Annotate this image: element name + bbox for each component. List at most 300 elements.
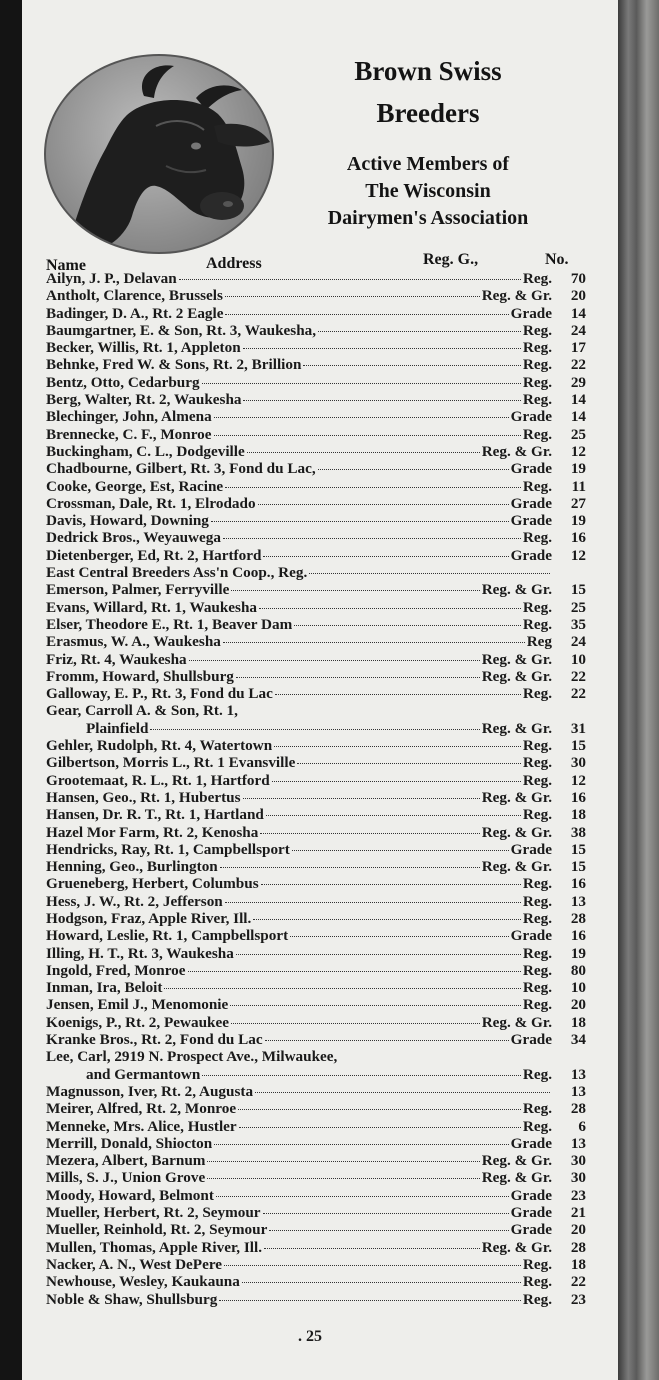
herd-count: 20 [570,1221,586,1239]
member-row [46,979,586,996]
registration-status: Grade [510,1221,552,1239]
herd-count: 15 [570,581,586,599]
member-name-address: Badinger, D. A., Rt. 2 Eagle [46,304,224,322]
member-row [46,1221,586,1238]
member-row [46,754,586,771]
member-name-address: Buckingham, C. L., Dodgeville [46,442,245,460]
registration-status: Reg. [522,875,552,893]
registration-status: Reg. & Gr. [481,442,552,460]
dot-leader [318,468,509,470]
herd-count: 15 [570,858,586,876]
registration-status: Reg. [522,356,552,374]
dot-leader [239,1126,521,1128]
herd-count: 22 [570,685,586,703]
registration-status: Reg. [522,1273,552,1291]
registration-status: Reg. [522,339,552,357]
member-name-address: Hodgson, Fraz, Apple River, Ill. [46,909,252,927]
herd-count: 20 [570,996,586,1014]
member-row [46,1273,586,1290]
member-row [46,564,586,581]
herd-count: 28 [570,909,586,927]
dot-leader [225,313,508,315]
member-name-address: Behnke, Fred W. & Sons, Rt. 2, Brillion [46,356,302,374]
herd-count: 14 [570,391,586,409]
member-row [46,1256,586,1273]
member-row [46,772,586,789]
member-row [46,962,586,979]
member-name-address: Galloway, E. P., Rt. 3, Fond du Lac [46,685,273,703]
dot-leader [223,641,525,643]
member-row [46,1048,586,1065]
dot-leader [318,330,521,332]
registration-status: Reg. [522,944,552,962]
dot-leader [225,295,480,297]
member-name-address: Moody, Howard, Belmont [46,1186,214,1204]
dot-leader [297,762,521,764]
member-name-address: Plainfield [86,719,149,737]
member-row [46,339,586,356]
member-row [46,374,586,391]
member-row [46,512,586,529]
herd-count: 31 [570,719,586,737]
member-row [46,651,586,668]
registration-status: Reg. [522,737,552,755]
registration-status: Grade [510,546,552,564]
registration-status: Reg. [522,996,552,1014]
herd-count: 12 [570,442,586,460]
member-name-address: Crossman, Dale, Rt. 1, Elrodado [46,494,256,512]
member-name-address: Hansen, Dr. R. T., Rt. 1, Hartland [46,806,264,824]
dot-leader [247,451,480,453]
member-row [46,443,586,460]
registration-status: Grade [510,408,552,426]
registration-status: Reg. [522,321,552,339]
dot-leader [259,607,521,609]
registration-status: Reg. & Gr. [481,1238,552,1256]
herd-count: 13 [570,1134,586,1152]
member-row [46,1031,586,1048]
registration-status: Reg [526,633,552,651]
member-name-address: Chadbourne, Gilbert, Rt. 3, Fond du Lac, [46,460,316,478]
herd-count: 25 [570,598,586,616]
member-row [46,270,586,287]
herd-count: 13 [570,1065,586,1083]
member-row [46,1135,586,1152]
dot-leader [265,1039,509,1041]
member-row [46,1239,586,1256]
member-name-address: Gear, Carroll A. & Son, Rt. 1, [46,702,238,720]
dot-leader [202,1074,521,1076]
herd-count: 70 [570,270,586,287]
dot-leader [219,1299,521,1301]
registration-status: Grade [510,1204,552,1222]
herd-count: 15 [570,737,586,755]
dot-leader [292,849,509,851]
dot-leader [263,1212,509,1214]
dot-leader [230,1004,521,1006]
member-row [46,1169,586,1186]
registration-status: Reg. [522,1290,552,1308]
herd-count: 13 [570,892,586,910]
herd-count: 16 [570,927,586,945]
herd-count: 22 [570,356,586,374]
member-name-address: Inman, Ira, Beloit [46,979,163,997]
registration-status: Reg. & Gr. [481,287,552,305]
dot-leader [214,1143,508,1145]
registration-status: Reg. [522,270,552,287]
dot-leader [255,1091,550,1093]
registration-status: Reg. [522,598,552,616]
registration-status: Grade [510,460,552,478]
title-line-2: Breeders [376,98,480,128]
dot-leader [243,797,480,799]
registration-status: Grade [510,840,552,858]
member-row [46,1118,586,1135]
registration-status: Reg. [522,754,552,772]
herd-count: 80 [570,961,586,979]
member-row [46,1152,586,1169]
member-name-address: Gilbertson, Morris L., Rt. 1 Evansville [46,754,296,772]
member-row [46,460,586,477]
member-row [46,495,586,512]
book-binding-edge [618,0,659,1380]
member-name-address: Fromm, Howard, Shullsburg [46,667,234,685]
dot-leader [179,278,521,280]
dot-leader [220,866,480,868]
cow-head-illustration [44,54,274,254]
dot-leader [207,1160,479,1162]
herd-count: 19 [570,512,586,530]
herd-count: 14 [570,304,586,322]
member-name-address: Nacker, A. N., West DePere [46,1255,223,1273]
member-name-address: Henning, Geo., Burlington [46,858,218,876]
dot-leader [258,503,509,505]
dot-leader [211,520,509,522]
member-row [46,910,586,927]
member-name-address: Merrill, Donald, Shiocton [46,1134,213,1152]
member-name-address: and Germantown [86,1065,201,1083]
member-name-address: Magnusson, Iver, Rt. 2, Augusta [46,1082,254,1100]
registration-status: Grade [510,304,552,322]
dot-leader [223,537,521,539]
herd-count: 12 [570,771,586,789]
registration-status: Reg. [522,979,552,997]
dot-leader [231,589,479,591]
member-row [46,1083,586,1100]
herd-count: 18 [570,806,586,824]
herd-count: 16 [570,529,586,547]
dot-leader [150,728,479,730]
herd-count: 15 [570,840,586,858]
herd-count: 27 [570,494,586,512]
dot-leader [243,347,521,349]
registration-status: Reg. & Gr. [481,650,552,668]
member-name-address: Emerson, Palmer, Ferryville [46,581,230,599]
registration-status: Reg. & Gr. [481,858,552,876]
member-name-address: Mueller, Reinhold, Rt. 2, Seymour [46,1221,268,1239]
registration-status: Reg. & Gr. [481,581,552,599]
member-name-address: Mezera, Albert, Barnum [46,1152,206,1170]
registration-status: Reg. [522,909,552,927]
member-name-address: Lee, Carl, 2919 N. Prospect Ave., Milwaukee, [46,1048,338,1066]
dot-leader [266,814,521,816]
registration-status: Reg. [522,391,552,409]
registration-status: Grade [510,1031,552,1049]
member-name-address: Dedrick Bros., Weyauwega [46,529,221,547]
registration-status: Grade [510,1134,552,1152]
dot-leader [189,659,480,661]
subtitle-line-2: The Wisconsin [365,180,491,202]
member-row [46,945,586,962]
herd-count: 16 [570,875,586,893]
dot-leader [202,382,521,384]
herd-count: 25 [570,425,586,443]
member-name-address: Mueller, Herbert, Rt. 2, Seymour [46,1204,261,1222]
member-name-address: Becker, Willis, Rt. 1, Appleton [46,339,241,357]
member-name-address: Elser, Theodore E., Rt. 1, Beaver Dam [46,615,293,633]
dot-leader [225,901,521,903]
dot-leader [309,572,550,574]
member-name-address: Mullen, Thomas, Apple River, Ill. [46,1238,263,1256]
herd-count: 10 [570,650,586,668]
member-row [46,322,586,339]
registration-status: Reg. [522,1065,552,1083]
member-row [46,1014,586,1031]
dot-leader [264,1247,480,1249]
member-name-address: Hansen, Geo., Rt. 1, Hubertus [46,788,241,806]
cow-head-icon [46,56,272,252]
member-name-address: Howard, Leslie, Rt. 1, Campbellsport [46,927,289,945]
member-row [46,581,586,598]
herd-count: 14 [570,408,586,426]
dot-leader [240,711,550,712]
registration-status: Reg. & Gr. [481,719,552,737]
dot-leader [339,1057,550,1058]
dot-leader [214,434,521,436]
column-header-address: Address [206,255,262,272]
registration-status: Reg. [522,771,552,789]
member-name-address: Illing, H. T., Rt. 3, Waukesha [46,944,234,962]
registration-status: Reg. [522,685,552,703]
herd-count: 17 [570,339,586,357]
member-name-address: Hendricks, Ray, Rt. 1, Campbellsport [46,840,290,858]
registration-status: Reg. & Gr. [481,823,552,841]
registration-status: Reg. & Gr. [481,788,552,806]
dot-leader [243,399,520,401]
registration-status: Reg. [522,1255,552,1273]
member-row [46,1187,586,1204]
member-name-address: Baumgartner, E. & Son, Rt. 3, Waukesha, [46,321,317,339]
registration-status: Grade [510,494,552,512]
member-row [46,305,586,322]
dot-leader [261,883,521,885]
member-name-address: Evans, Willard, Rt. 1, Waukesha [46,598,257,616]
column-header-name: Name [46,257,86,274]
member-name-address: Dietenberger, Ed, Rt. 2, Hartford [46,546,262,564]
herd-count: 10 [570,979,586,997]
dot-leader [260,832,479,834]
member-roster [46,270,586,1308]
column-header-number: No. [545,251,569,268]
dot-leader [164,987,520,989]
dot-leader [275,693,521,695]
column-header-registration: Reg. G., [423,251,479,268]
herd-count: 30 [570,1152,586,1170]
registration-status: Reg. [522,806,552,824]
herd-count: 16 [570,788,586,806]
member-row [46,841,586,858]
dot-leader [263,555,508,557]
dot-leader [236,953,521,955]
member-name-address: Bentz, Otto, Cedarburg [46,373,200,391]
dot-leader [224,1264,521,1266]
member-row [46,356,586,373]
member-row [46,720,586,737]
dot-leader [207,1177,479,1179]
dot-leader [216,1195,509,1197]
registration-status: Grade [510,1186,552,1204]
member-name-address: Ingold, Fred, Monroe [46,961,186,979]
member-name-address: Hess, J. W., Rt. 2, Jefferson [46,892,223,910]
herd-count: 30 [570,754,586,772]
member-name-address: Gehler, Rudolph, Rt. 4, Watertown [46,737,273,755]
dot-leader [238,1108,521,1110]
registration-status: Reg. & Gr. [481,667,552,685]
member-name-address: Jensen, Emil J., Menomonie [46,996,229,1014]
member-name-address: Koenigs, P., Rt. 2, Pewaukee [46,1013,229,1031]
herd-count: 23 [570,1290,586,1308]
registration-status: Reg. [522,1117,552,1135]
member-name-address: Kranke Bros., Rt. 2, Fond du Lac [46,1031,263,1049]
herd-count: 22 [570,667,586,685]
member-row [46,737,586,754]
member-row [46,996,586,1013]
member-row [46,893,586,910]
herd-count: 24 [570,633,586,651]
dot-leader [225,486,521,488]
registration-status: Reg. & Gr. [481,1169,552,1187]
member-row [46,633,586,650]
herd-count: 19 [570,944,586,962]
member-row [46,806,586,823]
member-name-address: Berg, Walter, Rt. 2, Waukesha [46,391,242,409]
member-name-address: Mills, S. J., Union Grove [46,1169,206,1187]
registration-status: Reg. [522,615,552,633]
member-name-address: Davis, Howard, Downing [46,512,209,530]
herd-count: 19 [570,460,586,478]
member-name-address: Erasmus, W. A., Waukesha [46,633,221,651]
herd-count: 18 [570,1013,586,1031]
member-row [46,875,586,892]
member-name-address: Menneke, Mrs. Alice, Hustler [46,1117,237,1135]
member-row [46,858,586,875]
herd-count: 24 [570,321,586,339]
registration-status: Reg. & Gr. [481,1152,552,1170]
member-row [46,599,586,616]
member-name-address: Blechinger, John, Almena [46,408,212,426]
member-name-address: Newhouse, Wesley, Kaukauna [46,1273,240,1291]
herd-count: 22 [570,1273,586,1291]
registration-status: Grade [510,927,552,945]
herd-count: 34 [570,1031,586,1049]
member-row [46,1204,586,1221]
herd-count: 38 [570,823,586,841]
member-name-address: Noble & Shaw, Shullsburg [46,1290,218,1308]
herd-count: 21 [570,1204,586,1222]
herd-count: 30 [570,1169,586,1187]
member-row [46,789,586,806]
registration-status: Reg. [522,892,552,910]
member-row [46,927,586,944]
member-row [46,668,586,685]
herd-count: 18 [570,1255,586,1273]
title-line-1: Brown Swiss [354,56,502,86]
member-row [46,478,586,495]
member-name-address: Friz, Rt. 4, Waukesha [46,650,187,668]
member-row [46,547,586,564]
member-name-address: Meirer, Alfred, Rt. 2, Monroe [46,1100,237,1118]
registration-status: Reg. [522,529,552,547]
herd-count: 12 [570,546,586,564]
member-row [46,1100,586,1117]
dot-leader [272,780,521,782]
member-name-address: Grootemaat, R. L., Rt. 1, Hartford [46,771,270,789]
member-row [46,529,586,546]
dot-leader [236,676,480,678]
member-name-address: Brennecke, C. F., Monroe [46,425,212,443]
member-row [46,616,586,633]
dot-leader [274,745,521,747]
member-row [46,824,586,841]
registration-status: Reg. [522,373,552,391]
subtitle-line-1: Active Members of [346,153,510,175]
member-row [46,426,586,443]
herd-count: 23 [570,1186,586,1204]
registration-status: Reg. [522,961,552,979]
dot-leader [294,624,521,626]
herd-count: 20 [570,287,586,305]
member-name-address: Hazel Mor Farm, Rt. 2, Kenosha [46,823,259,841]
member-row [46,391,586,408]
registration-status: Reg. [522,425,552,443]
dot-leader [269,1229,508,1231]
herd-count: 6 [578,1117,586,1135]
dot-leader [188,970,521,972]
registration-status: Grade [510,512,552,530]
scan-left-edge [0,0,22,1380]
dot-leader [253,918,521,920]
member-row [46,287,586,304]
member-row [46,685,586,702]
dot-leader [303,364,520,366]
herd-count: 29 [570,373,586,391]
registration-status: Reg. [522,477,552,495]
page-number: . 25 [298,1328,322,1345]
member-name-address: Ailyn, J. P., Delavan [46,270,177,287]
registration-status: Reg. [522,1100,552,1118]
member-name-address: Grueneberg, Herbert, Columbus [46,875,259,893]
member-row [46,1291,586,1308]
herd-count: 11 [571,477,586,495]
member-row [46,1066,586,1083]
herd-count: 35 [570,615,586,633]
dot-leader [214,416,509,418]
member-name-address: Antholt, Clarence, Brussels [46,287,223,305]
member-row [46,408,586,425]
registration-status: Reg. & Gr. [481,1013,552,1031]
subtitle-line-3: Dairymen's Association [327,207,529,229]
member-name-address: Cooke, George, Est, Racine [46,477,224,495]
